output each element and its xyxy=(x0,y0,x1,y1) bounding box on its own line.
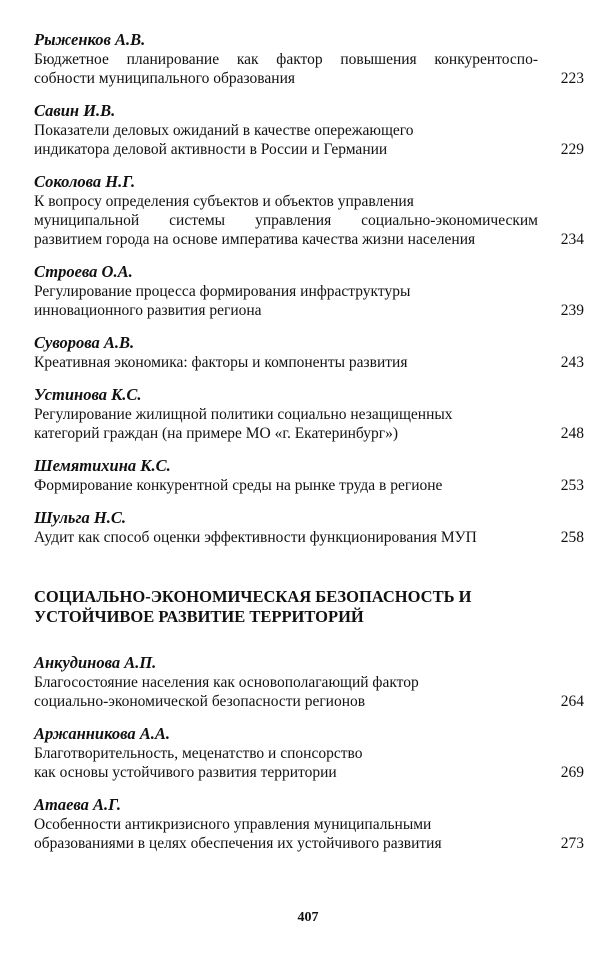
entry-author: Савин И.В. xyxy=(34,101,116,120)
entry-page-number: 273 xyxy=(560,835,584,852)
entry-author: Соколова Н.Г. xyxy=(34,172,136,191)
toc-entry xyxy=(34,333,584,372)
title-line: Аудит как способ оценки эффективности функционирования МУП xyxy=(34,529,477,546)
entry-page-number: 264 xyxy=(560,693,584,710)
toc-entry xyxy=(34,724,584,782)
section-heading xyxy=(34,587,584,627)
toc-entry xyxy=(34,508,584,547)
entry-title xyxy=(34,673,584,711)
entry-title xyxy=(34,476,584,495)
toc-entry xyxy=(34,653,584,711)
title-line: Благотворительность, меценатство и спонсорство xyxy=(34,745,363,762)
entry-author: Суворова А.В. xyxy=(34,333,135,352)
table-of-contents xyxy=(34,30,584,866)
entry-title xyxy=(34,192,584,249)
toc-entry xyxy=(34,262,584,320)
section-heading-line: УСТОЙЧИВОЕ РАЗВИТИЕ ТЕРРИТОРИЙ xyxy=(34,607,364,626)
title-line: Формирование конкурентной среды на рынке труда в регионе xyxy=(34,477,443,494)
title-line: образованиями в целях обеспечения их устойчивого развития xyxy=(34,835,442,852)
toc-entry xyxy=(34,456,584,495)
entry-page-number: 243 xyxy=(560,354,584,371)
entry-author: Аржанникова А.А. xyxy=(34,724,170,743)
title-line: как основы устойчивого развития территории xyxy=(34,764,337,781)
entry-page-number: 248 xyxy=(560,425,584,442)
toc-entry xyxy=(34,795,584,853)
title-line: Регулирование процесса формирования инфраструктуры xyxy=(34,283,411,300)
entry-page-number: 223 xyxy=(560,70,584,87)
entry-author: Устинова К.С. xyxy=(34,385,142,404)
entry-author: Строева О.А. xyxy=(34,262,133,281)
title-line: инновационного развития региона xyxy=(34,302,262,319)
title-line: индикатора деловой активности в России и Германии xyxy=(34,141,388,158)
entry-author: Шульга Н.С. xyxy=(34,508,127,527)
title-line: развитием города на основе императива качества жизни населения xyxy=(34,231,476,248)
toc-entry xyxy=(34,172,584,249)
title-line: Регулирование жилищной политики социально незащищенных xyxy=(34,406,453,423)
title-line: муниципальной системы управления социально-экономическим xyxy=(34,212,538,229)
title-line: социально-экономической безопасности регионов xyxy=(34,693,366,710)
entry-page-number: 258 xyxy=(560,529,584,546)
title-line: Креативная экономика: факторы и компоненты развития xyxy=(34,354,408,371)
entry-title xyxy=(34,405,584,443)
entry-title xyxy=(34,50,584,88)
title-line: К вопросу определения субъектов и объектов управления xyxy=(34,193,414,210)
page-number: 407 xyxy=(297,910,319,925)
toc-entry xyxy=(34,385,584,443)
toc-entry xyxy=(34,101,584,159)
title-line: Особенности антикризисного управления муниципальными xyxy=(34,816,432,833)
entry-author: Шемятихина К.С. xyxy=(34,456,171,475)
entry-title xyxy=(34,353,584,372)
entry-title xyxy=(34,815,584,853)
entry-title xyxy=(34,744,584,782)
section-heading-line: СОЦИАЛЬНО-ЭКОНОМИЧЕСКАЯ БЕЗОПАСНОСТЬ И xyxy=(34,587,472,606)
entry-page-number: 253 xyxy=(560,477,584,494)
entry-author: Рыженков А.В. xyxy=(34,30,146,49)
entry-title xyxy=(34,121,584,159)
title-line: Показатели деловых ожиданий в качестве опережающего xyxy=(34,122,414,139)
title-line: Благосостояние населения как основополагающий фактор xyxy=(34,674,419,691)
entry-page-number: 269 xyxy=(560,764,584,781)
entry-title xyxy=(34,528,584,547)
entry-page-number: 234 xyxy=(560,231,584,248)
entry-title xyxy=(34,282,584,320)
entry-page-number: 229 xyxy=(560,141,584,158)
entry-page-number: 239 xyxy=(560,302,584,319)
entry-author: Атаева А.Г. xyxy=(34,795,122,814)
entry-author: Анкудинова А.П. xyxy=(34,653,157,672)
toc-entry xyxy=(34,30,584,88)
title-line: Бюджетное планирование как фактор повышения конкурентоспо- xyxy=(34,51,538,68)
title-line: собности муниципального образования xyxy=(34,70,296,87)
title-line: категорий граждан (на примере МО «г. Екатеринбург») xyxy=(34,425,399,442)
